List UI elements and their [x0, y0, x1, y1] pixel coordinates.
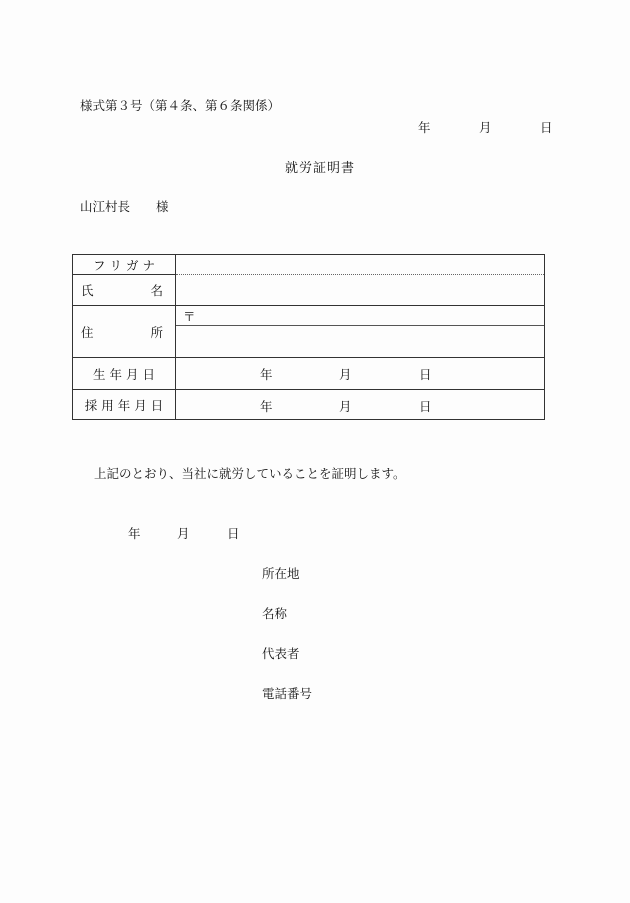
issuer-location-label: 所在地: [262, 566, 300, 581]
hire-label-cell: [73, 390, 175, 420]
certification-date-day: 日: [227, 526, 240, 541]
postal-code-field[interactable]: [198, 306, 544, 325]
furigana-label: フ リ ガ ナ: [93, 257, 155, 273]
birth-date-year: 年: [260, 367, 273, 382]
birth-date-label: 生 年 月 日: [93, 366, 155, 382]
address-label-1: 住: [81, 324, 94, 340]
addressee-name: 山江村長: [80, 199, 131, 214]
hire-date-month: 月: [339, 399, 352, 414]
hire-date-day: 日: [419, 399, 432, 414]
table-divider-vertical: [175, 255, 176, 419]
addressee-honorific: 様: [156, 199, 169, 214]
certification-statement: 上記のとおり、当社に就労していることを証明します。: [94, 466, 406, 481]
address-label-cell: [73, 306, 175, 357]
hire-date-field[interactable]: [177, 390, 544, 420]
birth-label-cell: [73, 358, 175, 389]
certification-date-year: 年: [128, 526, 141, 541]
header-date-day: 日: [540, 120, 553, 135]
name-field[interactable]: [177, 275, 544, 305]
birth-date-month: 月: [339, 367, 352, 382]
form-number: 様式第３号（第４条、第６条関係）: [80, 98, 281, 113]
birth-date-field[interactable]: [177, 358, 544, 389]
name-label-2: 名: [150, 283, 163, 298]
name-label-1: 氏: [81, 283, 94, 298]
applicant-info-table: [72, 254, 545, 420]
postal-mark: 〒: [183, 309, 196, 324]
issuer-phone-label: 電話番号: [262, 686, 313, 701]
furigana-label-cell: [73, 255, 175, 274]
issuer-name-label: 名称: [262, 606, 288, 621]
furigana-field[interactable]: [177, 255, 544, 274]
birth-date-day: 日: [419, 367, 432, 382]
certification-date-month: 月: [177, 526, 190, 541]
name-label-cell: [73, 275, 175, 305]
document-title: 就労証明書: [285, 161, 356, 176]
header-date-month: 月: [479, 120, 492, 135]
address-label-2: 所: [150, 324, 163, 340]
hire-date-year: 年: [260, 399, 273, 414]
address-field[interactable]: [177, 326, 544, 357]
issuer-representative-label: 代表者: [262, 646, 300, 661]
hire-date-label: 採 用 年 月 日: [84, 398, 164, 413]
header-date-year: 年: [418, 120, 431, 135]
addressee: [80, 197, 169, 215]
